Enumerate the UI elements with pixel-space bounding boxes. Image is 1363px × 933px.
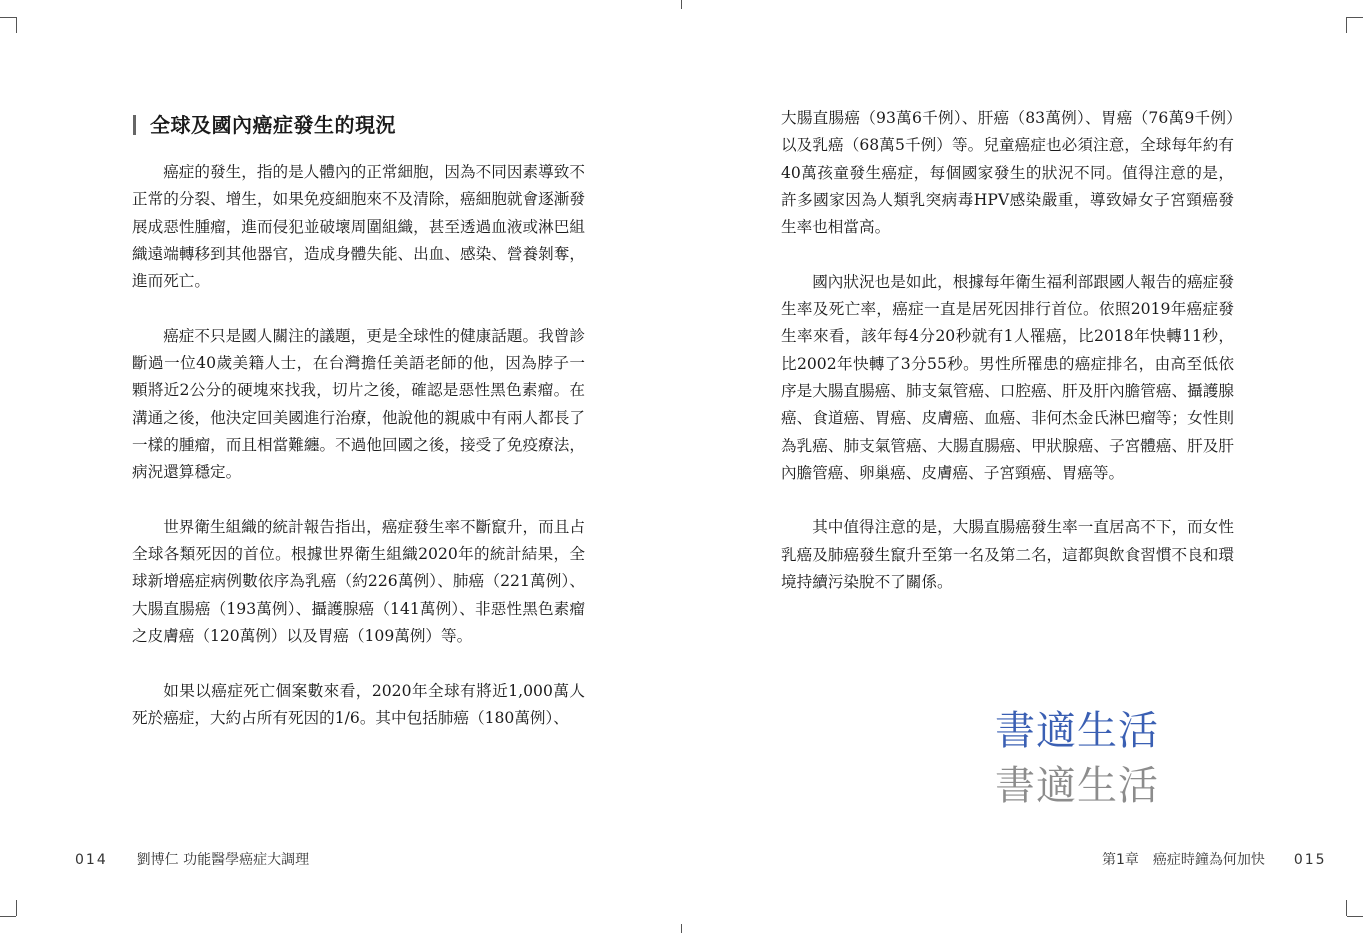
paragraph: 其中值得注意的是，大腸直腸癌發生率一直居高不下，而女性乳癌及肺癌發生竄升至第一名及第二名，這都與飲食習慣不良和環境持續污染脫不了關係。 <box>781 518 1234 592</box>
chapter-title: 第1章 癌症時鐘為何加快 <box>1102 852 1265 868</box>
paragraph: 癌症的發生，指的是人體內的正常細胞，因為不同因素導致不正常的分裂、增生，如果免疫細胞來不及清除，癌細胞就會逐漸發展成惡性腫瘤，進而侵犯並破壞周圍組織，甚至透過血液或淋巴組織遠端轉移到其他器官，造成身體失能、出血、感染、營養剝奪，進而死亡。 <box>132 163 585 291</box>
heading-bar <box>133 115 136 135</box>
left-body-text <box>132 159 585 760</box>
right-page <box>682 0 1363 933</box>
page-number: 015 <box>1293 852 1327 868</box>
section-heading-text: 全球及國內癌症發生的現況 <box>150 113 396 137</box>
running-title: 劉博仁 功能醫學癌症大調理 <box>136 852 310 868</box>
page-number: 014 <box>75 852 108 868</box>
paragraph: 如果以癌症死亡個案數來看，2020年全球有將近1,000萬人死於癌症，大約占所有死因的1/6。其中包括肺癌（180萬例）、 <box>132 681 585 727</box>
right-body-text <box>781 105 1234 624</box>
paragraph: 大腸直腸癌（93萬6千例）、肝癌（83萬例）、胃癌（76萬9千例）以及乳癌（68萬5千例）等。兒童癌症也必須注意，全球每年約有40萬孩童發生癌症，每個國家發生的狀況不同。值得注意的是，許多國家因為人類乳突病毒HPV感染嚴重，導致婦女子宮頸癌發生率也相當高。 <box>781 109 1234 237</box>
right-footer <box>1102 849 1327 869</box>
left-footer <box>75 849 309 869</box>
section-heading <box>133 109 396 138</box>
paragraph: 癌症不只是國人關注的議題，更是全球性的健康話題。我曾診斷過一位40歲美籍人士，在台灣擔任美語老師的他，因為脖子一顆將近2公分的硬塊來找我，切片之後，確認是惡性黑色素瘤。在溝通之後，他決定回美國進行治療，他說他的親戚中有兩人都長了一樣的腫瘤，而且相當難纏。不過他回國之後，接受了免疫療法，病況還算穩定。 <box>132 326 585 482</box>
publisher-watermark-shadow: 書適生活 <box>995 763 1159 809</box>
paragraph: 世界衛生組織的統計報告指出，癌症發生率不斷竄升，而且占全球各類死因的首位。根據世界衛生組織2020年的統計結果，全球新增癌症病例數依序為乳癌（約226萬例）、肺癌（221萬例）、大腸直腸癌（193萬例）、攝護腺癌（141萬例）、非惡性黑色素瘤之皮膚癌（120萬例）以及胃癌（109萬例）等。 <box>132 517 585 646</box>
paragraph: 國內狀況也是如此，根據每年衛生福利部跟國人報告的癌症發生率及死亡率，癌症一直是居死因排行首位。依照2019年癌症發生率來看，該年每4分20秒就有1人罹癌，比2018年快轉11秒，比2002年快轉了3分55秒。男性所罹患的癌症排名，由高至低依序是大腸直腸癌、肺支氣管癌、口腔癌、肝及肝內膽管癌、攝護腺癌、食道癌、胃癌、皮膚癌、血癌、非何杰金氏淋巴瘤等；女性則為乳癌、肺支氣管癌、大腸直腸癌、甲狀腺癌、子宮體癌、肝及肝內膽管癌、卵巢癌、皮膚癌、子宮頸癌、胃癌等。 <box>781 272 1234 482</box>
publisher-watermark: 書適生活 <box>995 708 1159 754</box>
